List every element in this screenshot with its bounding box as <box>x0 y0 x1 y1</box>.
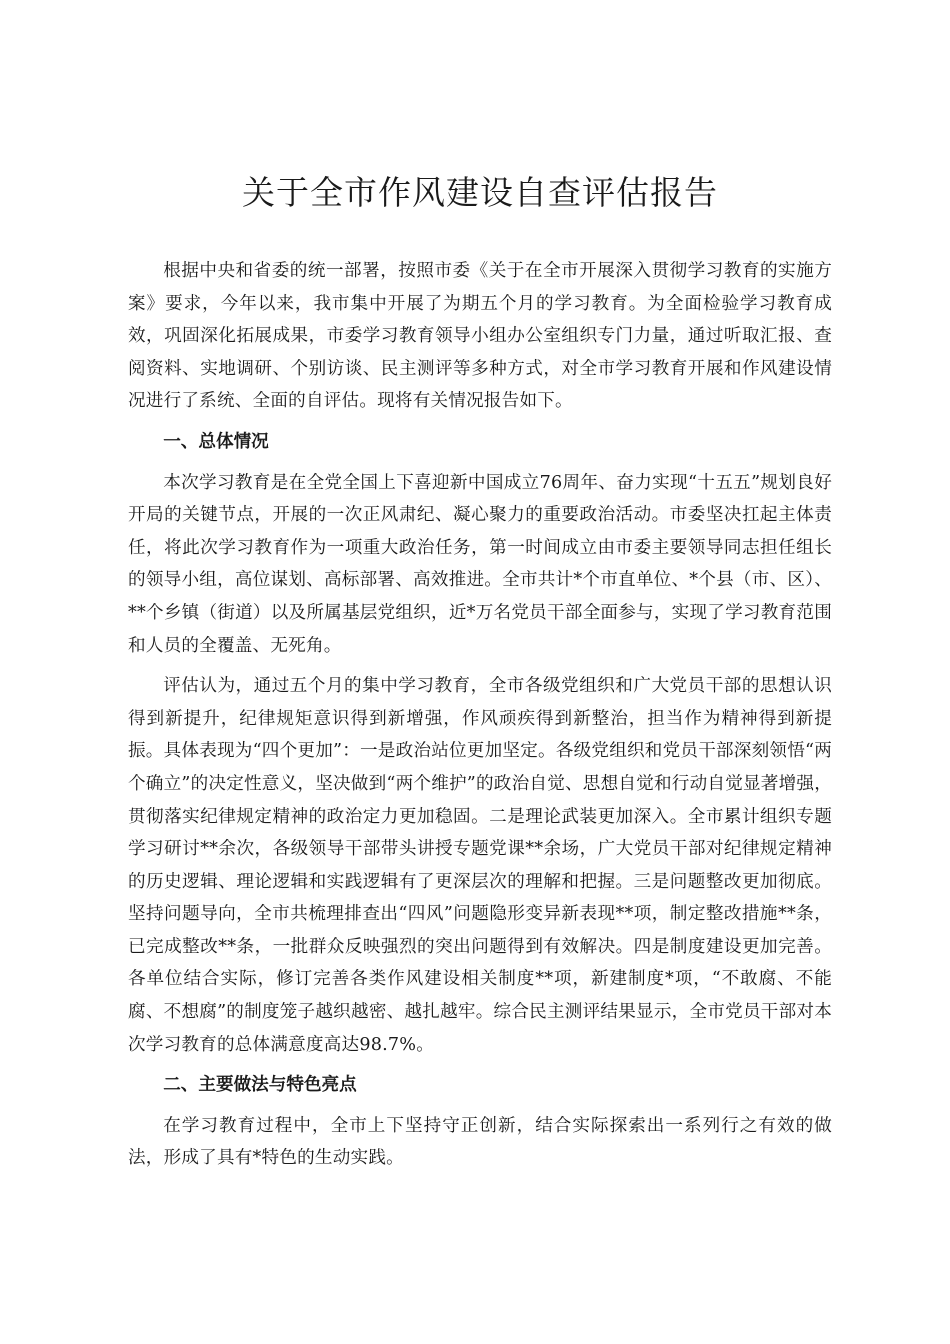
section-heading-overview: 一、总体情况 <box>163 430 269 452</box>
practices-paragraph-1: 在学习教育过程中，全市上下坚持守正创新，结合实际探索出一系列行之有效的做法，形成了具有*特色的生动实践。 <box>128 1115 832 1169</box>
overview-paragraph-2: 评估认为，通过五个月的集中学习教育，全市各级党组织和广大党员干部的思想认识得到新提升，纪律规矩意识得到新增强，作风顽疾得到新整治，担当作为精神得到新提振。具体表现为“四个更加”：一是政治站位更加坚定。各级党组织和党员干部深刻领悟“两个确立”的决定性意义，坚决做到“两个维护”的政治自觉、思想自觉和行动自觉显著增强，贯彻落实纪律规定精神的政治定力更加稳固。二是理论武装更加深入。全市累计组织专题学习研讨**余次，各级领导干部带头讲授专题党课**余场，广大党员干部对纪律规定精神的历史逻辑、理论逻辑和实践逻辑有了更深层次的理解和把握。三是问题整改更加彻底。坚持问题导向，全市共梳理排查出“四风”问题隐形变异新表现**项，制定整改措施**条，已完成整改**条，一批群众反映强烈的突出问题得到有效解决。四是制度建设更加完善。各单位结合实际，修订完善各类作风建设相关制度**项，新建制度*项，“不敢腐、不能腐、不想腐”的制度笼子越织越密、越扎越牢。综合民主测评结果显示，全市党员干部对本次学习教育的总体满意度高达98.7%。 <box>128 676 832 1055</box>
document-title: 关于全市作风建设自查评估报告 <box>242 173 718 212</box>
section-heading-practices: 二、主要做法与特色亮点 <box>163 1074 357 1096</box>
document-body <box>128 255 832 1183</box>
overview-paragraph-1: 本次学习教育是在全党全国上下喜迎新中国成立76周年、奋力实现“十五五”规划良好开局的关键节点，开展的一次正风肃纪、凝心聚力的重要政治活动。市委坚决扛起主体责任，将此次学习教育作为一项重大政治任务，第一时间成立由市委主要领导同志担任组长的领导小组，高位谋划、高标部署、高效推进。全市共计*个市直单位、*个县（市、区）、**个乡镇（街道）以及所属基层党组织，近*万名党员干部全面参与，实现了学习教育范围和人员的全覆盖、无死角。 <box>128 472 832 656</box>
intro-paragraph: 根据中央和省委的统一部署，按照市委《关于在全市开展深入贯彻学习教育的实施方案》要求，今年以来，我市集中开展了为期五个月的学习教育。为全面检验学习教育成效，巩固深化拓展成果，市委学习教育领导小组办公室组织专门力量，通过听取汇报、查阅资料、实地调研、个别访谈、民主测评等多种方式，对全市学习教育开展和作风建设情况进行了系统、全面的自评估。现将有关情况报告如下。 <box>128 261 832 412</box>
